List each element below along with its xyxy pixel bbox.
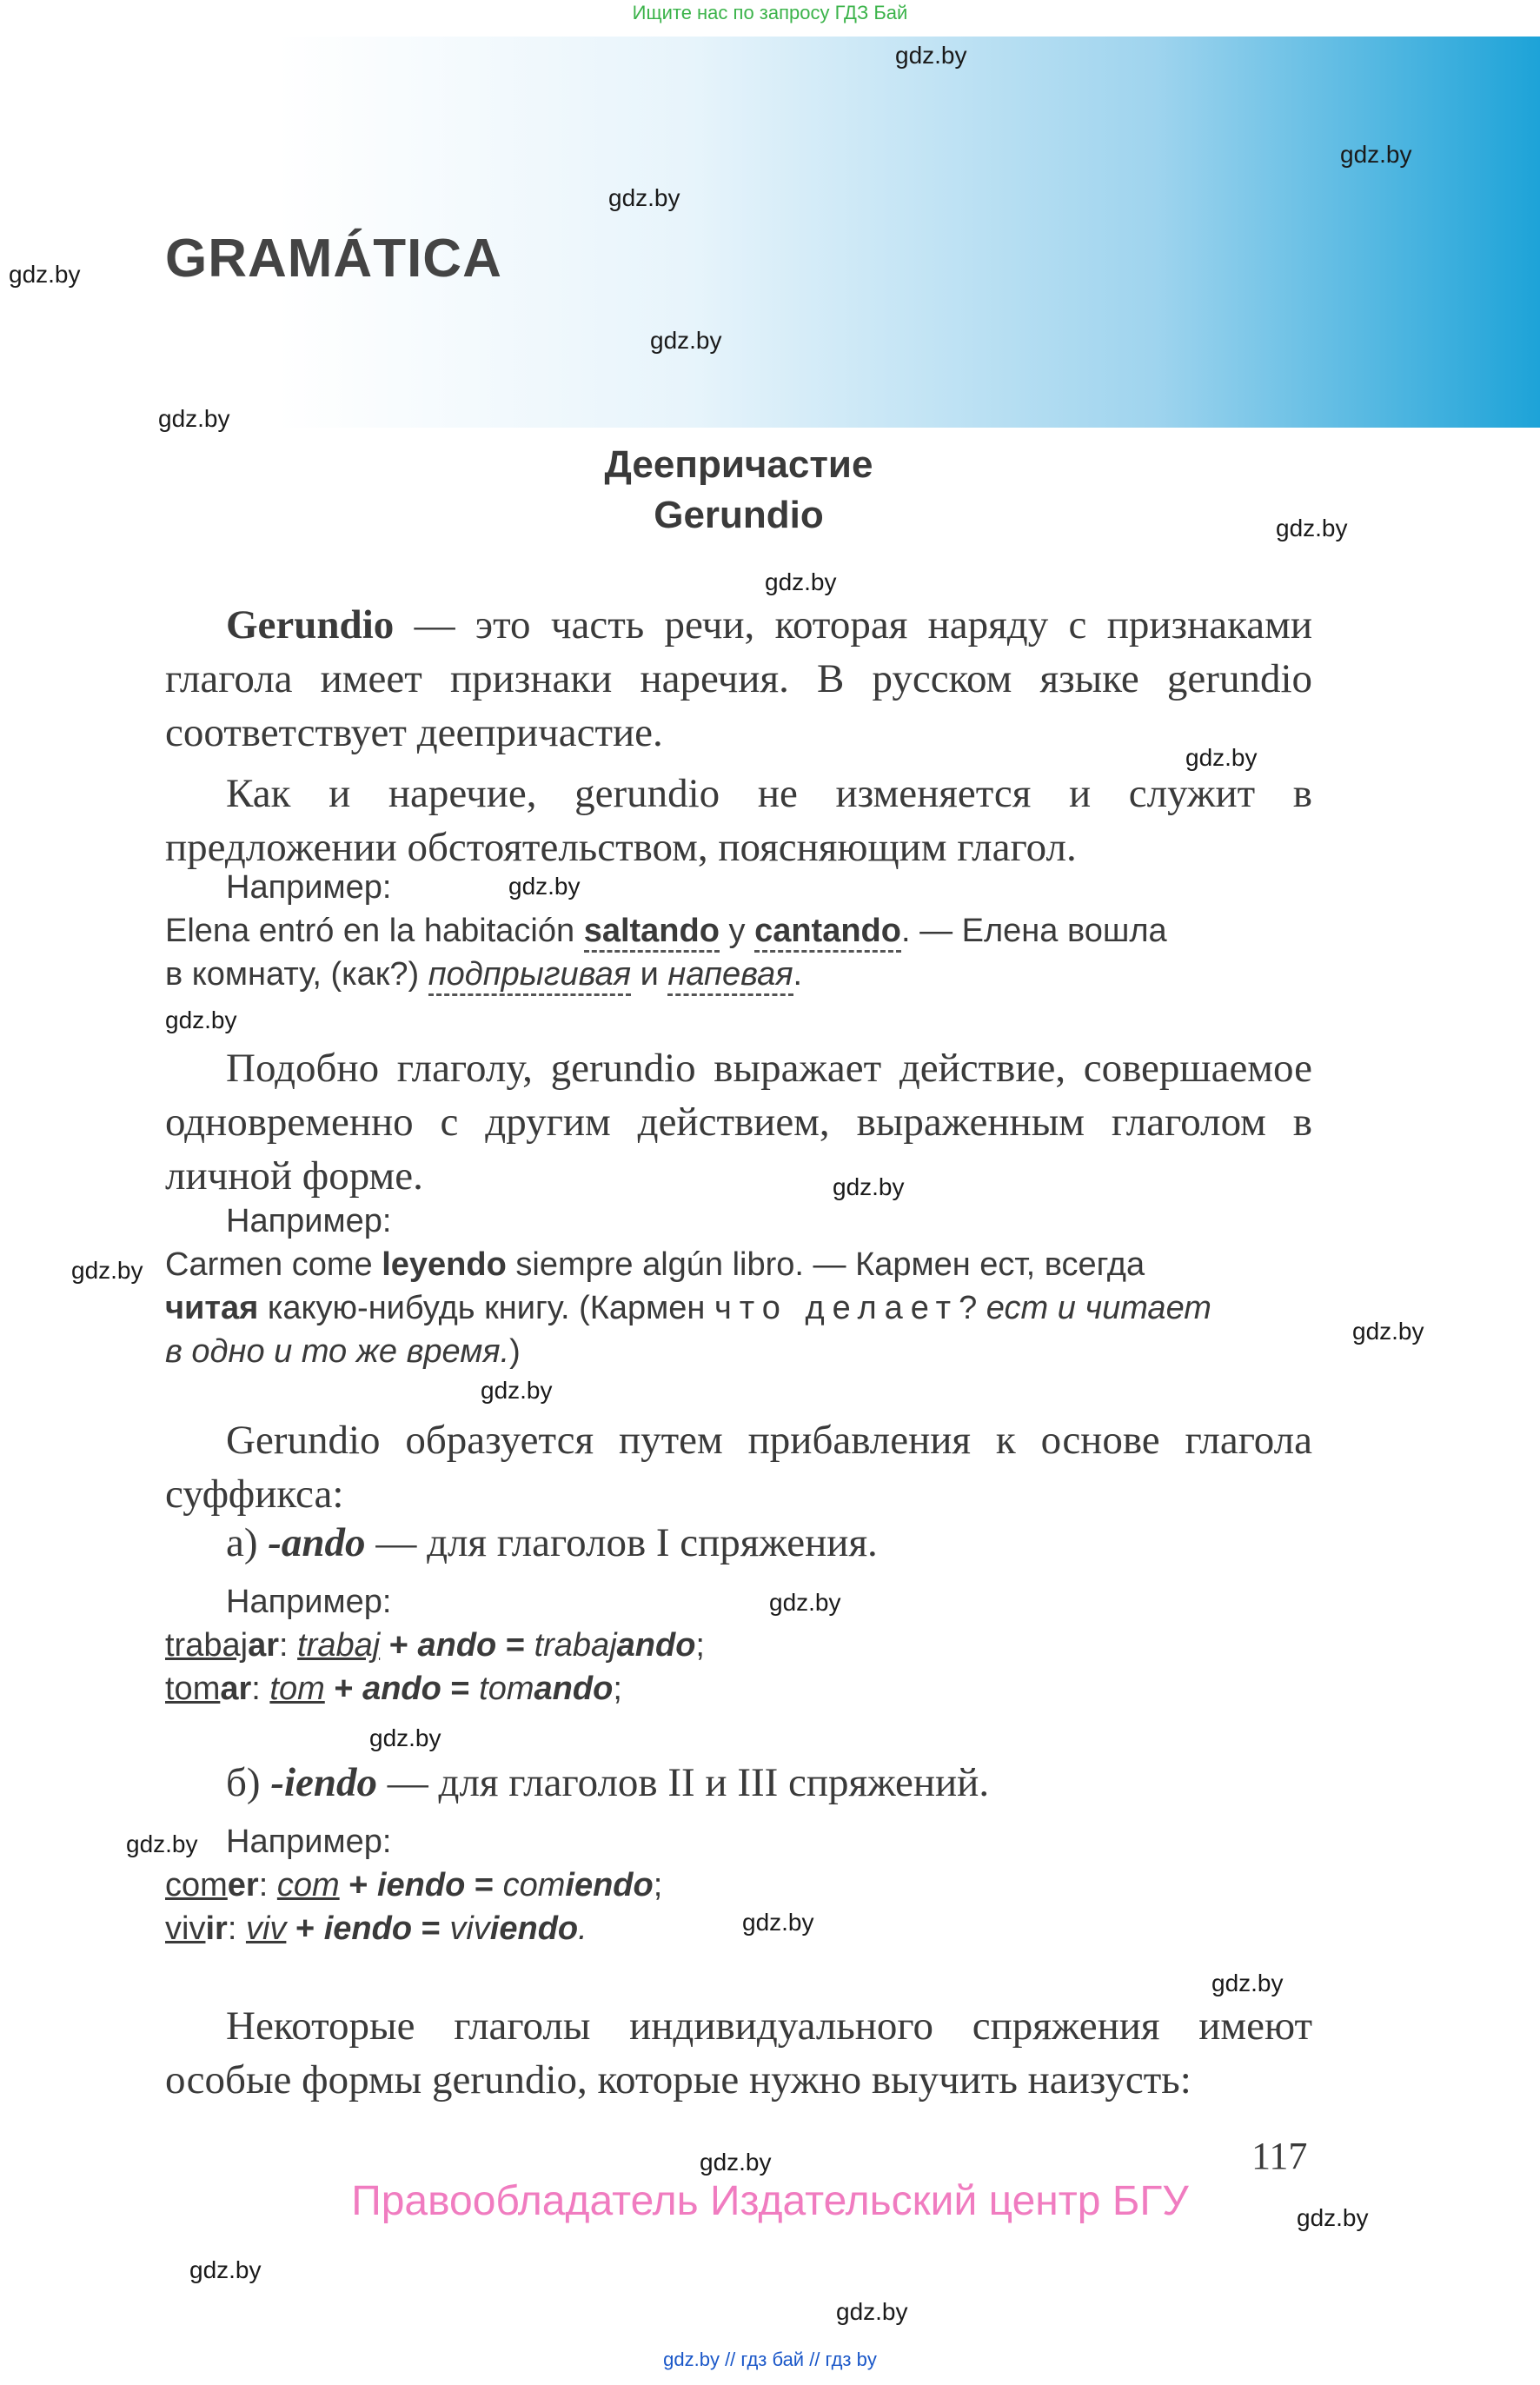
example-4: [165, 1820, 1312, 1950]
watermark: gdz.by: [1211, 1970, 1284, 1996]
suffix: -iendo: [270, 1760, 378, 1805]
verb-stem: viv: [165, 1910, 206, 1947]
example-text: :: [251, 1671, 270, 1707]
result-suffix: ando: [534, 1671, 614, 1707]
gerund-word: leyendo: [382, 1246, 507, 1283]
verb-ending: er: [227, 1867, 259, 1903]
example-text: ;: [653, 1867, 663, 1903]
example-2: [165, 1199, 1312, 1373]
example-label: Например:: [226, 869, 392, 906]
example-italic: ест и читает: [986, 1290, 1211, 1326]
simultaneous-text: Подобно глаголу, gerundio выражает действие, совершаемое одновременно с другим действием, выраженным глаголом в личной форме.: [165, 1046, 1312, 1199]
result-suffix: iendo: [565, 1867, 654, 1903]
term-gerundio: Gerundio: [226, 602, 395, 648]
example-1-line-1: [165, 909, 1312, 953]
example-text: Elena entró en la habitación: [165, 913, 584, 949]
result-stem: tom: [479, 1671, 534, 1707]
paragraph-irregular: [165, 1999, 1312, 2107]
watermark: gdz.by: [1352, 1318, 1424, 1345]
example-3: [165, 1580, 1312, 1711]
watermark: gdz.by: [1185, 744, 1258, 771]
example-label: Например:: [226, 1203, 392, 1239]
rule-text: — для глаголов I спряжения.: [365, 1520, 878, 1565]
watermark: gdz.by: [165, 1006, 237, 1033]
equals-sign: =: [412, 1910, 450, 1947]
russian-gerund: читая: [165, 1290, 259, 1326]
rule-text: — для глаголов II и III спряжений.: [377, 1760, 990, 1805]
rule-marker: б): [226, 1760, 271, 1805]
paragraph-adverb: [165, 767, 1312, 874]
verb-stem: trabaj: [165, 1627, 249, 1664]
page-number: 117: [1251, 2135, 1308, 2177]
watermark: gdz.by: [742, 1909, 814, 1936]
suffix-iendo-rule: [226, 1759, 989, 1806]
equals-sign: =: [465, 1867, 503, 1903]
formation-trabajar: [165, 1624, 1312, 1667]
watermark: gdz.by: [126, 1830, 198, 1857]
suffix: ando: [362, 1671, 441, 1707]
stem: viv: [245, 1910, 287, 1947]
example-text: siempre algún libro. — Кармен ест, всегда: [506, 1246, 1145, 1283]
example-text: Carmen come: [165, 1246, 382, 1283]
verb-stem: tom: [165, 1671, 221, 1707]
example-text: ): [509, 1333, 521, 1370]
paragraph-definition: [165, 598, 1312, 760]
heading-russian: Деепричастие: [604, 443, 873, 486]
formation-comer: [165, 1863, 1312, 1907]
verb-ending: ir: [205, 1910, 228, 1947]
plus-sign: +: [324, 1671, 363, 1707]
gerund-word: cantando: [754, 913, 901, 953]
verb-stem: com: [165, 1867, 228, 1903]
formation-tomar: [165, 1667, 1312, 1711]
example-2-line-3: [165, 1330, 1312, 1373]
result-stem: trabaj: [534, 1627, 617, 1664]
copyright-notice: Правообладатель Издательский центр БГУ: [351, 2178, 1189, 2224]
plus-sign: +: [339, 1867, 377, 1903]
watermark: gdz.by: [836, 2298, 908, 2325]
verb-ending: ar: [248, 1627, 279, 1664]
example-2-line-1: [165, 1243, 1312, 1286]
heading-spanish: Gerundio: [654, 494, 824, 536]
watermark: gdz.by: [158, 405, 230, 432]
watermark: gdz.by: [481, 1377, 553, 1404]
example-text: :: [278, 1627, 298, 1664]
top-note: Ищите нас по запросу ГДЗ Бай: [632, 2, 908, 23]
rule-marker: а): [226, 1520, 269, 1565]
example-text: :: [258, 1867, 277, 1903]
watermark: gdz.by: [833, 1173, 905, 1200]
formation-vivir: [165, 1907, 1312, 1950]
example-text: ;: [695, 1627, 705, 1664]
section-title: GRAMÁTICA: [165, 229, 502, 289]
watermark: gdz.by: [895, 42, 967, 69]
equals-sign: =: [496, 1627, 534, 1664]
example-text: ?: [959, 1290, 986, 1326]
watermark: gdz.by: [1297, 2204, 1369, 2231]
watermark: gdz.by: [189, 2256, 262, 2283]
verb-ending: ar: [220, 1671, 252, 1707]
example-text: :: [227, 1910, 246, 1947]
result-stem: viv: [449, 1910, 490, 1947]
suffix-ando-rule: [226, 1519, 878, 1566]
example-text: .: [793, 956, 803, 993]
suffix: iendo: [323, 1910, 413, 1947]
suffix: iendo: [376, 1867, 466, 1903]
plus-sign: +: [380, 1627, 418, 1664]
gerund-word: saltando: [584, 913, 720, 953]
watermark: gdz.by: [1276, 515, 1348, 541]
plus-sign: +: [286, 1910, 324, 1947]
stem: com: [276, 1867, 340, 1903]
russian-gerund: подпрыгивая: [428, 956, 631, 996]
watermark: gdz.by: [508, 873, 581, 900]
result-suffix: ando: [616, 1627, 696, 1664]
watermark: gdz.by: [369, 1724, 441, 1751]
equals-sign: =: [441, 1671, 480, 1707]
watermark: gdz.by: [765, 568, 837, 595]
suffix: -ando: [268, 1520, 366, 1565]
example-italic: в одно и то же время.: [165, 1333, 510, 1370]
adverb-text: Как и наречие, gerundio не изменяется и служит в предложении обстоятельством, поясняющим глагол.: [165, 771, 1312, 870]
watermark: gdz.by: [1340, 141, 1412, 168]
example-label: Например:: [226, 1824, 392, 1860]
russian-gerund: напевая: [667, 956, 793, 996]
example-text: . — Елена вошла: [900, 913, 1167, 949]
watermark: gdz.by: [608, 184, 680, 211]
watermark: gdz.by: [650, 327, 722, 354]
bottom-links[interactable]: gdz.by // гдз бай // гдз by: [663, 2348, 877, 2370]
result-suffix: iendo: [489, 1910, 579, 1947]
example-label: Например:: [226, 1584, 392, 1620]
formation-text: Gerundio образуется путем прибавления к основе глагола суффикса:: [165, 1418, 1312, 1517]
watermark: gdz.by: [700, 2149, 772, 2176]
paragraph-simultaneous: [165, 1041, 1312, 1203]
example-text: какую-нибудь книгу. (Кармен: [258, 1290, 714, 1326]
example-text: и: [631, 956, 668, 993]
example-text: в комнату, (как?): [165, 956, 428, 993]
example-text: y: [719, 913, 755, 949]
stem: trabaj: [297, 1627, 381, 1664]
watermark: gdz.by: [71, 1257, 143, 1284]
example-1-line-2: [165, 953, 1312, 996]
paragraph-formation: [165, 1413, 1312, 1521]
irregular-text: Некоторые глаголы индивидуального спряжения имеют особые формы gerundio, которые нужно выучить наизусть:: [165, 2003, 1312, 2103]
result-stem: com: [502, 1867, 566, 1903]
spaced-question: что делает: [714, 1290, 959, 1326]
example-text: ;: [613, 1671, 622, 1707]
example-1: [165, 866, 1312, 996]
definition-text: — это часть речи, которая наряду с признаками глагола имеет признаки наречия. В русском языке gerundio соответствует деепричастие.: [165, 602, 1312, 755]
stem: tom: [269, 1671, 325, 1707]
example-2-line-2: [165, 1286, 1312, 1330]
example-text: .: [578, 1910, 587, 1947]
watermark: gdz.by: [9, 261, 81, 288]
suffix: ando: [417, 1627, 497, 1664]
watermark: gdz.by: [769, 1589, 841, 1616]
